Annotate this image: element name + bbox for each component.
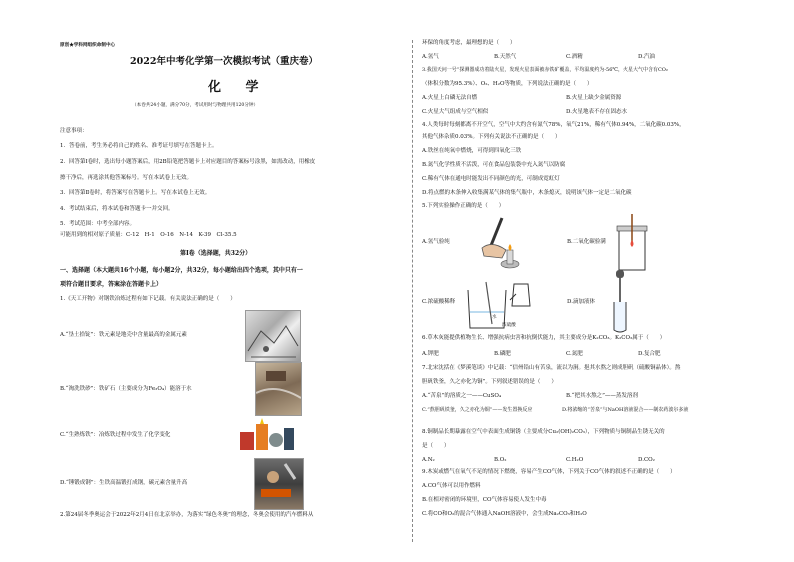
q1-image-a [245, 310, 301, 362]
column-divider [412, 40, 413, 542]
iron-sand-washing-illustration [256, 363, 301, 415]
q4-option-d: D.将点燃的木条伸入收集满某气体的集气瓶中，木条熄灭，说明该气体一定是二氧化碳 [422, 190, 632, 196]
q7-option-d: D.将浓缩的“苦泉”与NaOH溶液混合——制农药波尔多液 [562, 407, 689, 413]
q8-stem-cont: 是（ ） [422, 443, 450, 449]
q7-option-c: C.“熬胆矾铁釜，久之亦化为铜”——发生置换反应 [422, 407, 533, 413]
forging-illustration [255, 459, 303, 509]
q3-option-c: C.火星大气组成与空气相似 [422, 109, 489, 115]
q5-acid-label: 浓硫酸 [502, 323, 516, 328]
q9-option-c: C.将CO和O₂的混合气体通入NaOH溶液中，会生成Na₂CO₃和H₂O [422, 511, 587, 517]
q8-option-a: A.N₂ [422, 457, 435, 463]
iron-smelting-illustration [238, 418, 296, 456]
ancient-mining-illustration [246, 311, 300, 361]
notice-item: 5．考试范围：中考全部内容。 [60, 221, 136, 227]
section-heading-cont: 项符合题目要求，答案涂在答题卡上） [60, 281, 163, 288]
q2-stem-cont: 环保的角度考虑，最理想的是（ ） [422, 40, 516, 46]
notice-heading: 注意事项： [60, 128, 88, 134]
right-column [422, 0, 767, 562]
left-column [60, 0, 405, 562]
q4-option-b: B.氮气化学性质不活泼，可在食品包装袋中充入氮气以防腐 [422, 162, 566, 168]
q2-option-a: A.氢气 [422, 54, 439, 60]
q5-water-label: 水 [492, 315, 497, 320]
notice-item: 1．答卷前，考生务必将自己的姓名、准考证号填写在答题卡上。 [60, 143, 218, 149]
q1-image-c [238, 418, 296, 456]
q5-label-a: A.氢气验纯 [422, 239, 450, 245]
q9-stem: 9.木炭或燃气在氧气不足的情况下燃烧，容易产生CO气体，下列关于CO气体的叙述不正确的是（ ） [422, 469, 676, 475]
dropper-diagram [600, 268, 640, 334]
q3-option-d: D.火星地表不存在固态水 [566, 109, 627, 115]
q7-option-b: B.“把其水熬之”——蒸发溶剂 [566, 393, 638, 399]
q4-option-a: A.铁丝在纯氧中燃烧，可得到四氧化三铁 [422, 148, 522, 154]
q6-option-b: B.磷肥 [494, 351, 511, 357]
q6-option-a: A.钾肥 [422, 351, 439, 357]
q1-option-b: B.“淘洗铁砂”：铁矿石（主要成分为Fe₃O₄）能溶于水 [60, 386, 192, 392]
q3-stem: 3.我国天问一号“探测器成功着陆火星，发现火星表面被赤铁矿覆盖，平均温度约为-56℃，火星大气中含有CO₂ [422, 67, 668, 73]
q9-option-b: B.在相对密闭的环境里，CO气体容易使人发生中毒 [422, 497, 547, 503]
exam-info: （本卷共24小题，满分70分，考试用时与物理共用120分钟） [132, 103, 259, 108]
notice-item: 擦干净后，再选涂其他答案标号。写在本试卷上无效。 [60, 175, 193, 181]
part1-heading: 第Ⅰ卷（选择题，共32分） [180, 250, 252, 257]
exam-title: 2022年中考化学第一次模拟考试（重庆卷） [130, 56, 318, 67]
q1-image-b [255, 362, 302, 416]
q4-option-c: C.稀有气体在通电时能发出不同颜色的光，可制成霓虹灯 [422, 176, 560, 182]
q8-option-d: D.CO₂ [638, 457, 655, 463]
q5-label-b: B.二氧化碳验满 [567, 239, 606, 245]
q2-stem: 2.第24届冬季奥运会于2022年2月4日在北京举办，为落实“绿色冬奥”的理念，冬奥会使用的汽车燃料从 [60, 512, 314, 518]
q7-stem-cont: 胆矾铁釜，久之亦化为铜”。下列叙述错误的是（ ） [422, 379, 557, 385]
q4-stem-cont: 其他气体杂质0.03%。下列有关说法不正确的是（ ） [422, 134, 561, 140]
q1-image-d [254, 458, 304, 510]
q2-option-c: C.酒精 [566, 54, 583, 60]
section-heading: 一、选择题（本大题共16个小题，每小题2分，共32分，每小题给出四个选项，其中只有一 [60, 267, 303, 274]
notice-item: 3．回答第Ⅱ卷时，将答案写在答题卡上。写在本试卷上无效。 [60, 190, 211, 196]
q2-option-d: D.汽油 [638, 54, 655, 60]
q4-stem: 4.人类每时每刻都离不开空气，空气中大约含有氮气78%，氧气21%，稀有气体0.94%，二氧化碳0.03%， [422, 122, 685, 128]
q7-stem: 7.北宋沈括在《梦溪笔谈》中记载：“信州铅山有苦泉，流以为涧。挹其水熬之则成胆矾（硫酸铜晶体）。熬 [422, 365, 681, 371]
q1-option-d: D.“锤锻成钢”：生铁高温锻打成钢，碳元素含量升高 [60, 480, 188, 486]
watermark-text: 原创★学科网组织命制中心 [60, 43, 116, 48]
q7-option-a: A.“苦泉”的溶质之一——CuSO₄ [422, 393, 502, 399]
q5-label-d: D.滴加液体 [567, 299, 595, 305]
q5-stem: 5.下列实验操作正确的是（ ） [422, 203, 505, 209]
q6-option-d: D.复合肥 [638, 351, 661, 357]
hydrogen-test-diagram [462, 214, 522, 272]
notice-item: 4．考试结束后，将本试卷和答题卡一并交回。 [60, 206, 174, 212]
atomic-mass-line: 可能用到的相对原子质量：C-12 H-1 O-16 N-14 K-39 Cl-35.5 [60, 232, 237, 238]
q3-option-b: B.火星上缺少金属资源 [566, 95, 622, 101]
q2-option-b: B.天然气 [494, 54, 517, 60]
q6-stem: 6.草木灰能提供植物生长、增强抗病虫害和抗倒伏能力，其主要成分是K₂CO₃。K₂CO₃属于（ ） [422, 335, 666, 341]
notice-item: 2．回答第Ⅰ卷时，选出每小题答案后，用2B铅笔把答题卡上对应题目的答案标号涂黑，如需改动，用橡皮 [60, 159, 316, 165]
q9-option-a: A.CO气体可以用作燃料 [422, 483, 481, 489]
q6-option-c: C.氮肥 [566, 351, 583, 357]
q8-option-b: B.O₂ [494, 457, 507, 463]
q1-stem: 1.《天工开物》对钢铁冶炼过程有如下记载。有关说法正确的是（ ） [60, 296, 236, 302]
q1-option-c: C.“生熟炼铁”：冶炼铁过程中发生了化学变化 [60, 432, 171, 438]
subject-title: 化 学 [208, 80, 269, 95]
q5-label-c: C.浓硫酸稀释 [422, 299, 456, 305]
q8-option-c: C.H₂O [566, 457, 584, 463]
q8-stem: 8.铜制品长期暴露在空气中表面生成铜锈（主要成分Cu₂(OH)₂CO₃），下列物质与铜制品生锈无关的 [422, 429, 665, 435]
q3-option-a: A.火星上白磷无法自燃 [422, 95, 478, 101]
q3-stem-cont: （体积分数为95.3%）、O₂、H₂O等物质，下列说法正确的是（ ） [422, 81, 593, 87]
co2-test-diagram [607, 212, 657, 272]
q1-option-a: A.“垦土拾锭”：铁元素是地壳中含量最高的金属元素 [60, 332, 187, 338]
